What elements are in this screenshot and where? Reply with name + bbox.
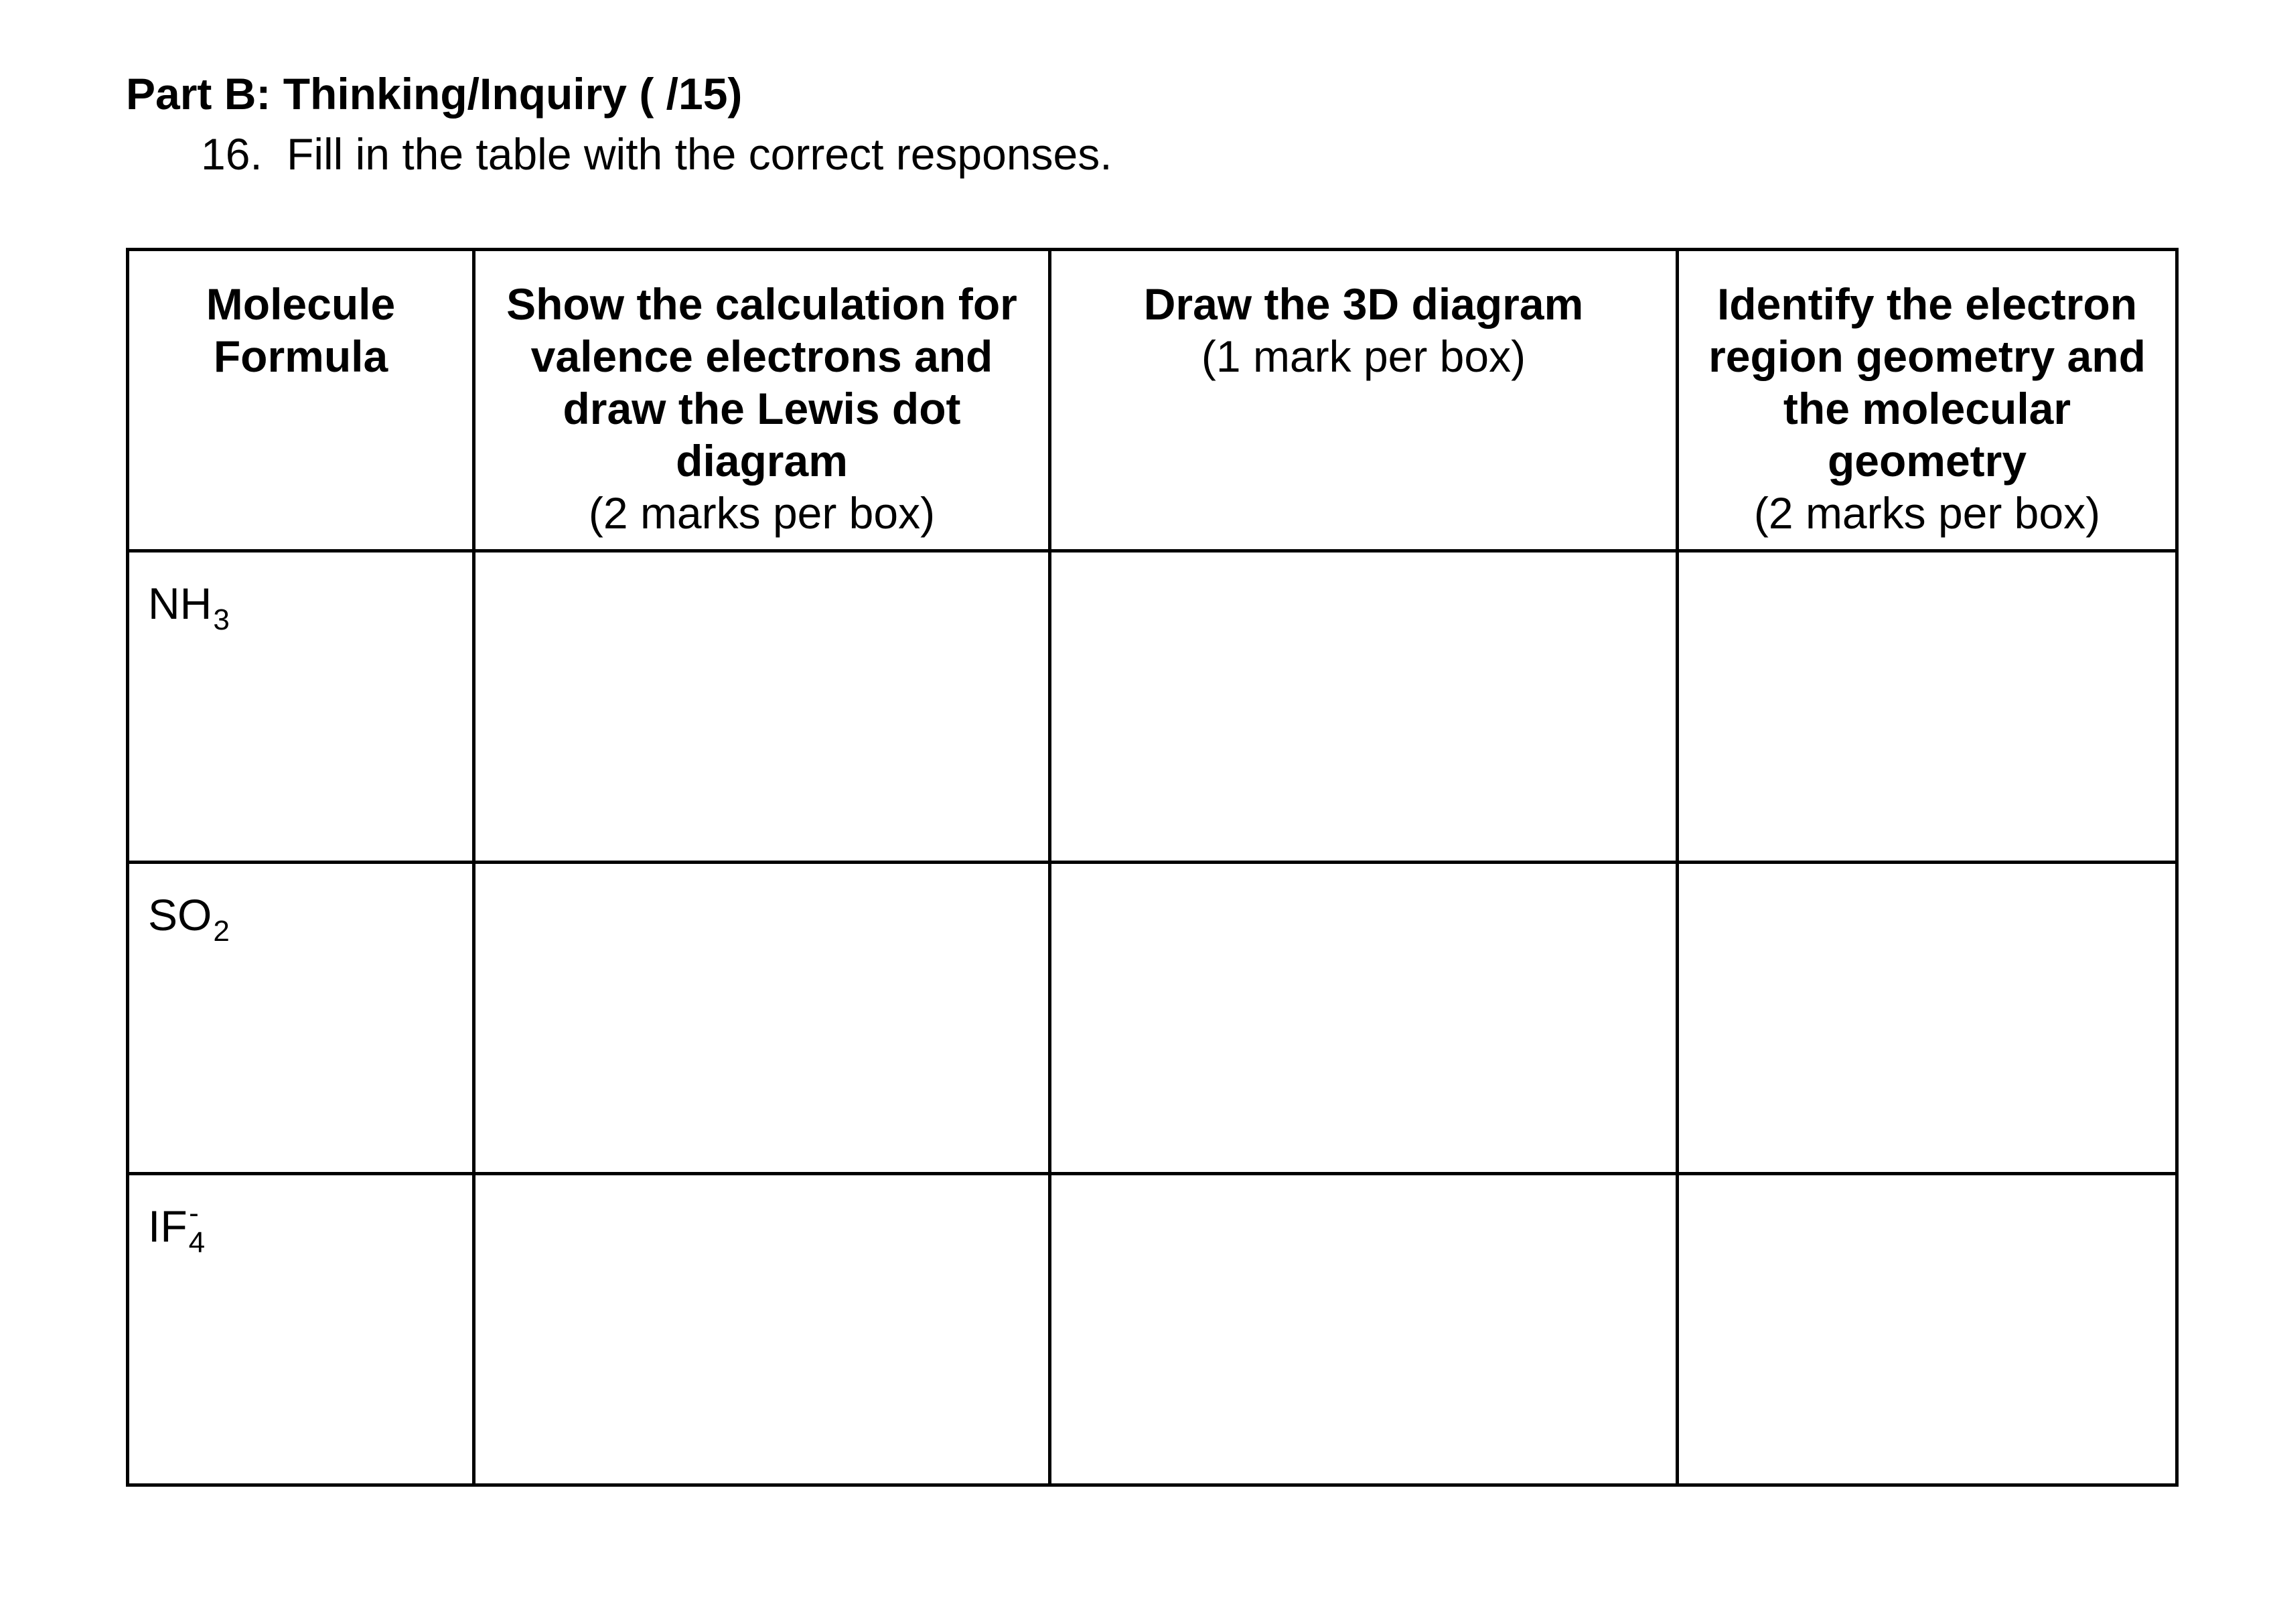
3d-diagram-answer-box[interactable] <box>1050 551 1678 863</box>
header-line: Draw the 3D diagram <box>1143 279 1584 329</box>
formula-cell <box>128 1174 474 1485</box>
header-line: valence electrons and <box>530 331 993 381</box>
header-line: region geometry and <box>1708 331 2146 381</box>
3d-diagram-answer-box[interactable] <box>1050 1174 1678 1485</box>
lewis-answer-box[interactable] <box>474 863 1050 1174</box>
molecule-formula <box>129 864 472 948</box>
lewis-answer-box[interactable] <box>474 551 1050 863</box>
table-row-nh3 <box>128 551 2177 863</box>
header-geometry <box>1678 250 2177 551</box>
header-line: the molecular <box>1783 384 2071 433</box>
formula-base: SO <box>148 890 212 940</box>
question-prompt <box>201 127 1112 181</box>
question-text: Fill in the table with the correct responses. <box>287 129 1112 179</box>
formula-subscript: 3 <box>213 603 230 636</box>
geometry-answer-box[interactable] <box>1678 551 2177 863</box>
molecule-formula <box>129 1175 472 1259</box>
formula-cell <box>128 863 474 1174</box>
formula-charge: - <box>189 1197 199 1230</box>
header-lewis-calculation <box>474 250 1050 551</box>
3d-diagram-answer-box[interactable] <box>1050 863 1678 1174</box>
formula-subscript: 4 <box>188 1226 206 1259</box>
header-line: Molecule <box>206 279 396 329</box>
formula-cell <box>128 551 474 863</box>
geometry-answer-box[interactable] <box>1678 863 2177 1174</box>
molecule-formula <box>129 552 472 636</box>
formula-base: IF <box>148 1201 188 1251</box>
table-row-if4 <box>128 1174 2177 1485</box>
question-number: 16. <box>201 129 263 179</box>
header-marks-note: (2 marks per box) <box>1753 488 2101 538</box>
section-title: Part B: Thinking/Inquiry ( /15) <box>126 69 743 119</box>
header-line: Identify the electron <box>1716 279 2138 329</box>
formula-base: NH <box>148 579 212 628</box>
geometry-answer-box[interactable] <box>1678 1174 2177 1485</box>
header-marks-note: (1 mark per box) <box>1201 331 1526 381</box>
formula-subscript: 2 <box>213 915 230 948</box>
answer-table <box>126 248 2179 1487</box>
header-line: diagram <box>676 436 848 486</box>
header-row <box>128 250 2177 551</box>
table-row-so2 <box>128 863 2177 1174</box>
lewis-answer-box[interactable] <box>474 1174 1050 1485</box>
header-line: Show the calculation for <box>506 279 1017 329</box>
header-molecule-formula <box>128 250 474 551</box>
header-3d-diagram <box>1050 250 1678 551</box>
header-line: draw the Lewis dot <box>563 384 961 433</box>
header-line: geometry <box>1827 436 2027 486</box>
header-line: Formula <box>213 331 388 381</box>
header-marks-note: (2 marks per box) <box>588 488 936 538</box>
